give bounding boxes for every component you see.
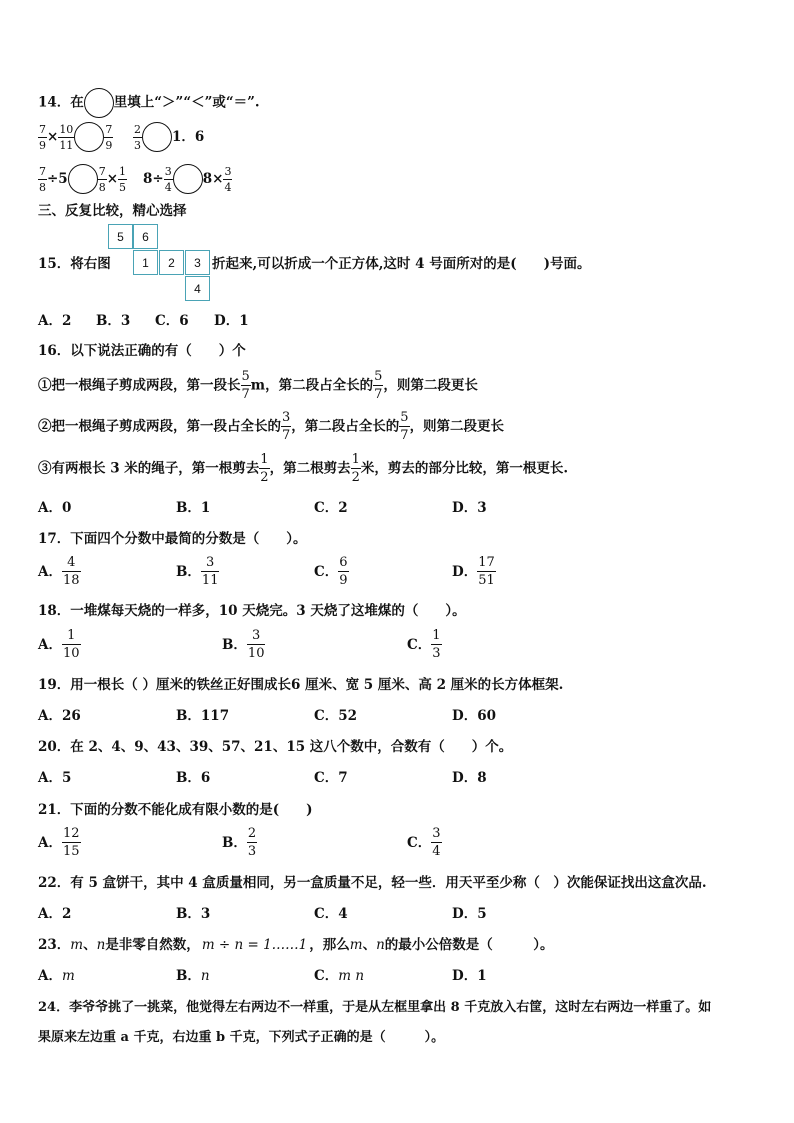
q19-option-d[interactable]: D．60 bbox=[452, 708, 496, 724]
q24-stem-line-1: 24．李爷爷挑了一挑菜，他觉得左右两边不一样重，于是从左框里拿出 8 千克放入右筐，这时左右两边一样重了。如 bbox=[38, 1000, 712, 1015]
q17-option-c[interactable]: C． $\frac{6}{9}$ bbox=[314, 555, 348, 588]
q15-option-a[interactable]: A．2 bbox=[38, 313, 72, 329]
q20-option-b[interactable]: B．6 bbox=[176, 770, 211, 786]
answer-circle[interactable] bbox=[74, 122, 104, 152]
q20-option-a[interactable]: A．5 bbox=[38, 770, 72, 786]
net-face: 5 bbox=[108, 224, 133, 249]
q23-stem: 23．m、n是非零自然数， m ÷ n = 1……1 ，那么m、n的最小公倍数是（ ）。 bbox=[38, 937, 554, 953]
q18-stem: 18．一堆煤每天烧的一样多，10 天烧完。3 天烧了这堆煤的（ ）。 bbox=[38, 603, 466, 619]
q16-option-a[interactable]: A．0 bbox=[38, 500, 72, 516]
q16-statement-1: ①把一根绳子剪成两段，第一段长 $\frac{5}{7}$ m，第二段占全长的 $\frac{5}{7}$ ，则第二段更长 bbox=[38, 369, 478, 402]
answer-circle[interactable] bbox=[68, 164, 98, 194]
q21-option-c[interactable]: C． $\frac{3}{4}$ bbox=[407, 826, 441, 859]
q23-option-b[interactable]: B．n bbox=[176, 968, 210, 984]
net-face: 4 bbox=[185, 276, 210, 301]
q16-option-d[interactable]: D．3 bbox=[452, 500, 487, 516]
q15-stem-post: 折起来,可以折成一个正方体,这时 4 号面所对的是( )号面。 bbox=[212, 256, 591, 272]
q23-option-c[interactable]: C．m n bbox=[314, 968, 365, 984]
net-face: 6 bbox=[133, 224, 158, 249]
q18-option-a[interactable]: A． $\frac{1}{10}$ bbox=[38, 628, 80, 661]
q15-option-d[interactable]: D．1 bbox=[214, 313, 249, 329]
q16-statement-3: ③有两根长 3 米的绳子，第一根剪去 $\frac{1}{2}$ ，第二根剪去 $\frac{1}{2}$ 米，剪去的部分比较，第一根更长. bbox=[38, 452, 569, 485]
q16-option-b[interactable]: B．1 bbox=[176, 500, 211, 516]
q14-expr-3: $\frac{7}{8}$ ÷5 $\frac{7}{8}$ × $\frac{1}{5}$ bbox=[39, 164, 127, 194]
q15-stem-pre: 15．将右图 bbox=[38, 256, 111, 272]
q20-option-c[interactable]: C．7 bbox=[314, 770, 348, 786]
q15-option-b[interactable]: B．3 bbox=[96, 313, 131, 329]
q20-stem: 20．在 2、4、9、43、39、57、21、15 这八个数中，合数有（ ）个。 bbox=[38, 739, 513, 755]
q19-stem: 19．用一根长（ ）厘米的铁丝正好围成长6 厘米、宽 5 厘米、高 2 厘米的长方体框架. bbox=[38, 677, 564, 693]
q20-option-d[interactable]: D．8 bbox=[452, 770, 487, 786]
q18-option-b[interactable]: B． $\frac{3}{10}$ bbox=[222, 628, 265, 661]
q22-option-a[interactable]: A．2 bbox=[38, 906, 72, 922]
q17-option-a[interactable]: A． $\frac{4}{18}$ bbox=[38, 555, 80, 588]
q17-stem: 17．下面四个分数中最简的分数是（ ）。 bbox=[38, 531, 307, 547]
cube-net bbox=[108, 224, 212, 302]
answer-circle[interactable] bbox=[142, 122, 172, 152]
q15-option-c[interactable]: C．6 bbox=[155, 313, 189, 329]
q21-stem: 21．下面的分数不能化成有限小数的是( ) bbox=[38, 802, 313, 818]
q19-option-c[interactable]: C．52 bbox=[314, 708, 358, 724]
q22-stem: 22．有 5 盒饼干，其中 4 盒质量相同，另一盒质量不足，轻一些．用天平至少称（ ）次能保证找出这盒次品. bbox=[38, 875, 707, 891]
q16-stem: 16．以下说法正确的有（ ）个 bbox=[38, 343, 246, 359]
q22-option-d[interactable]: D．5 bbox=[452, 906, 487, 922]
q22-option-c[interactable]: C．4 bbox=[314, 906, 348, 922]
q23-option-d[interactable]: D．1 bbox=[452, 968, 487, 984]
section-title: 三、反复比较，精心选择 bbox=[38, 203, 187, 219]
q14-expr-4: 8÷ $\frac{3}{4}$ 8× $\frac{3}{4}$ bbox=[143, 164, 232, 194]
q14-expr-2: $\frac{2}{3}$ 1．6 bbox=[134, 122, 205, 152]
q19-option-b[interactable]: B．117 bbox=[176, 708, 230, 724]
q17-option-b[interactable]: B． $\frac{3}{11}$ bbox=[176, 555, 219, 588]
q16-option-c[interactable]: C．2 bbox=[314, 500, 348, 516]
answer-circle[interactable] bbox=[173, 164, 203, 194]
q16-statement-2: ②把一根绳子剪成两段，第一段占全长的 $\frac{3}{7}$ ，第二段占全长的 $\frac{5}{7}$ ，则第二段更长 bbox=[38, 410, 505, 443]
q22-option-b[interactable]: B．3 bbox=[176, 906, 211, 922]
q19-option-a[interactable]: A．26 bbox=[38, 708, 81, 724]
net-face: 2 bbox=[159, 250, 184, 275]
q14-stem: 14．在 里填上“＞”“＜”或“＝”. bbox=[38, 88, 260, 118]
q21-option-b[interactable]: B． $\frac{2}{3}$ bbox=[222, 826, 257, 859]
q21-option-a[interactable]: A． $\frac{12}{15}$ bbox=[38, 826, 80, 859]
q23-option-a[interactable]: A．m bbox=[38, 968, 75, 984]
net-face: 3 bbox=[185, 250, 210, 275]
answer-circle[interactable] bbox=[84, 88, 114, 118]
q24-stem-line-2: 果原来左边重 a 千克，右边重 b 千克，下列式子正确的是（ ）。 bbox=[38, 1030, 445, 1045]
q14-expr-1: $\frac{7}{9}$ × $\frac{10}{11}$ $\frac{7}{9}$ bbox=[39, 122, 113, 152]
q17-option-d[interactable]: D． $\frac{17}{51}$ bbox=[452, 555, 495, 588]
net-face: 1 bbox=[133, 250, 158, 275]
q18-option-c[interactable]: C． $\frac{1}{3}$ bbox=[407, 628, 441, 661]
